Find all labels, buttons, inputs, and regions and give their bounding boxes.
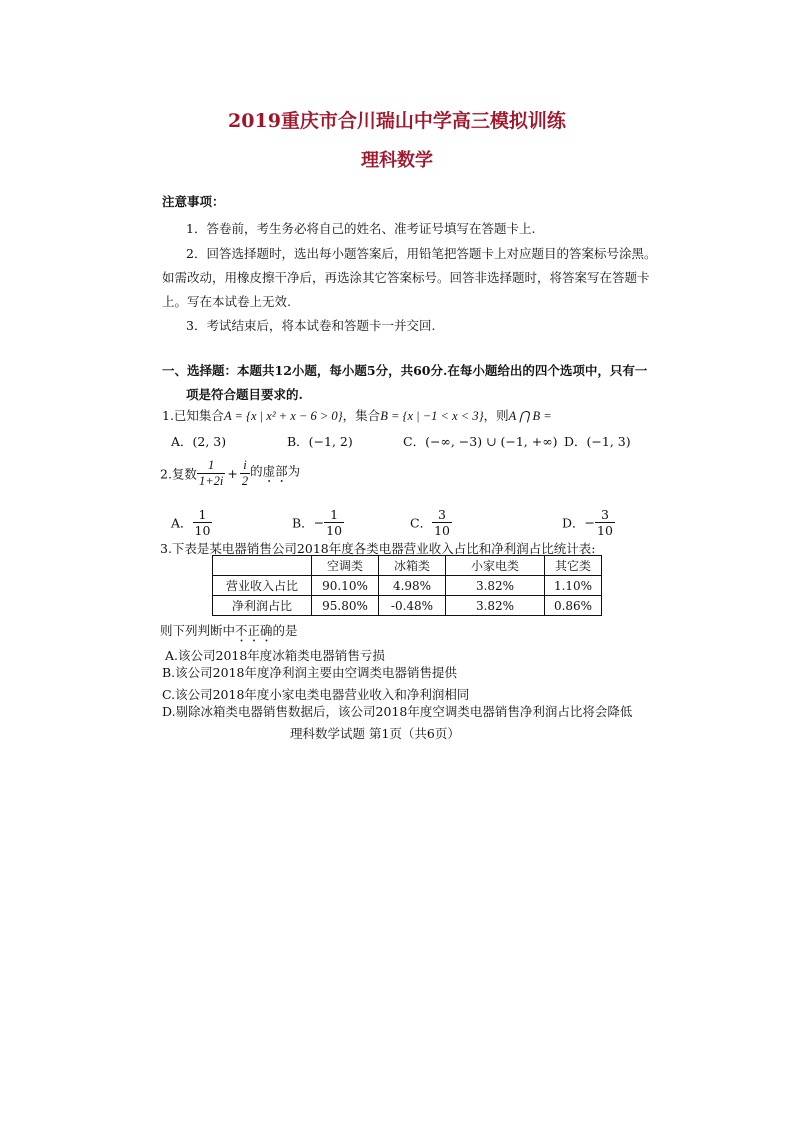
table-cell: 1.10%	[545, 576, 602, 596]
q2-option-a-den: 10	[194, 523, 211, 538]
q2-option-d-sign: −	[584, 515, 596, 530]
q2-option-a-num: 1	[193, 507, 213, 523]
table-cell: 3.82%	[446, 596, 545, 616]
table-cell: -0.48%	[379, 596, 446, 616]
statistics-table	[212, 555, 602, 616]
q2-fraction-2-num: i	[240, 458, 250, 474]
q2-option-c-fraction	[432, 507, 452, 538]
table-row	[213, 576, 602, 596]
q2-option-d-den: 10	[597, 523, 613, 538]
table-header-cell	[213, 556, 312, 576]
q2-fraction-2	[240, 458, 250, 489]
q2-option-d-num: 3	[595, 507, 615, 523]
q2-option-b-num: 1	[324, 507, 344, 523]
q1-option-d: D．(−1, 3)	[564, 434, 631, 449]
q2-option-b	[292, 507, 344, 538]
q1-option-a: A．(2, 3)	[171, 434, 227, 449]
notice-item-2: 2．回答选择题时，选出每小题答案后，用铅笔把答题卡上对应题目的答案标号涂黑。	[186, 246, 657, 261]
q2-option-c-label: C．	[410, 515, 433, 531]
section-heading-cont: 项是符合题目要求的.	[186, 387, 303, 402]
question-3: 3.下表是某电器销售公司2018年度各类电器营业收入占比和净利润占比统计表:	[160, 541, 596, 556]
q3-option-b: B.该公司2018年度净利润主要由空调类电器销售提供	[162, 665, 457, 680]
q2-option-b-fraction	[324, 507, 344, 538]
q2-suffix	[250, 464, 300, 479]
question-2	[160, 458, 300, 489]
table-cell: 净利润占比	[213, 596, 312, 616]
q2-option-b-sign: −	[313, 515, 325, 530]
notice-heading: 注意事项：	[162, 194, 225, 209]
table-cell: 营业收入占比	[213, 576, 312, 596]
table-cell: 0.86%	[545, 596, 602, 616]
q2-suffix-c: 为	[287, 463, 301, 479]
q3-judge	[160, 621, 298, 645]
q2-option-a	[171, 507, 212, 538]
table-cell: 95.80%	[312, 596, 379, 616]
q2-fraction-1-den: 1+2i	[198, 474, 224, 488]
q1-set-a: A = {x | x² + x − 6 > 0}	[223, 409, 343, 423]
q2-option-b-den: 10	[326, 523, 343, 538]
q2-fraction-2-den: 2	[241, 474, 249, 488]
q2-option-c-num: 3	[432, 507, 452, 523]
notice-item-3: 3．考试结束后，将本试卷和答题卡一并交回.	[186, 318, 436, 333]
q2-option-d-label: D．	[562, 515, 585, 531]
q2-prefix: 2.复数	[160, 466, 197, 482]
section-heading: 一、选择题：本题共12小题，每小题5分，共60分.在每小题给出的四个选项中，只有一	[162, 363, 648, 378]
q2-fraction-1-num: 1	[197, 458, 225, 474]
page-footer: 理科数学试题 第1页（共6页）	[290, 726, 460, 741]
q2-option-c	[410, 507, 452, 538]
subject-title: 理科数学	[361, 150, 433, 171]
table-cell: 4.98%	[379, 576, 446, 596]
table-row	[213, 596, 602, 616]
q1-mid: ，集合	[342, 408, 381, 423]
q1-option-b: B．(−1, 2)	[287, 434, 353, 449]
notice-item-2-end: 上。写在本试卷上无效.	[162, 294, 291, 309]
table-header-cell: 其它类	[545, 556, 602, 576]
table-header-cell: 空调类	[312, 556, 379, 576]
table-cell: 90.10%	[312, 576, 379, 596]
q1-option-c: C．(−∞, −3) ∪ (−1, +∞)	[403, 434, 558, 449]
table-header-cell: 小家电类	[446, 556, 545, 576]
q3-judge-a: 则下列判断中	[160, 623, 236, 638]
notice-item-1: 1．答卷前，考生务必将自己的姓名、准考证号填写在答题卡上.	[186, 221, 536, 236]
q3-option-a: A.该公司2018年度冰箱类电器销售亏损	[165, 648, 385, 663]
q2-option-a-label: A．	[171, 515, 193, 531]
q2-option-d	[562, 507, 615, 538]
notice-item-2-cont: 如需改动，用橡皮擦干净后，再选涂其它答案标号。回答非选择题时，将答案写在答题卡	[162, 270, 650, 285]
q1-tail: ，则	[483, 408, 509, 423]
q1-prefix: 1.已知集合	[162, 408, 224, 423]
q2-suffix-a: 的	[250, 463, 263, 479]
q2-fraction-1	[197, 458, 225, 489]
q1-set-b: B = {x | −1 < x < 3}	[380, 409, 484, 423]
q3-option-d: D.剔除冰箱类电器销售数据后，该公司2018年度空调类电器销售净利润占比将会降低	[162, 704, 633, 719]
page-title: 2019重庆市合川瑞山中学高三模拟训练	[228, 110, 566, 132]
q1-expression: A ⋂ B =	[508, 409, 552, 423]
table-header-cell: 冰箱类	[379, 556, 446, 576]
q2-option-d-fraction	[595, 507, 615, 538]
q2-option-b-label: B．	[292, 515, 314, 531]
question-1	[162, 406, 552, 424]
q3-option-c: C.该公司2018年度小家电类电器营业收入和净利润相同	[162, 687, 470, 702]
q3-judge-emph: 不正确	[235, 623, 273, 638]
q2-suffix-emph: 虚部	[262, 463, 288, 479]
q2-option-c-den: 10	[434, 523, 450, 538]
q2-option-a-fraction	[193, 507, 213, 538]
q3-judge-c: 的是	[272, 623, 298, 638]
table-header-row	[213, 556, 602, 576]
table-cell: 3.82%	[446, 576, 545, 596]
q2-plus: +	[227, 466, 238, 481]
